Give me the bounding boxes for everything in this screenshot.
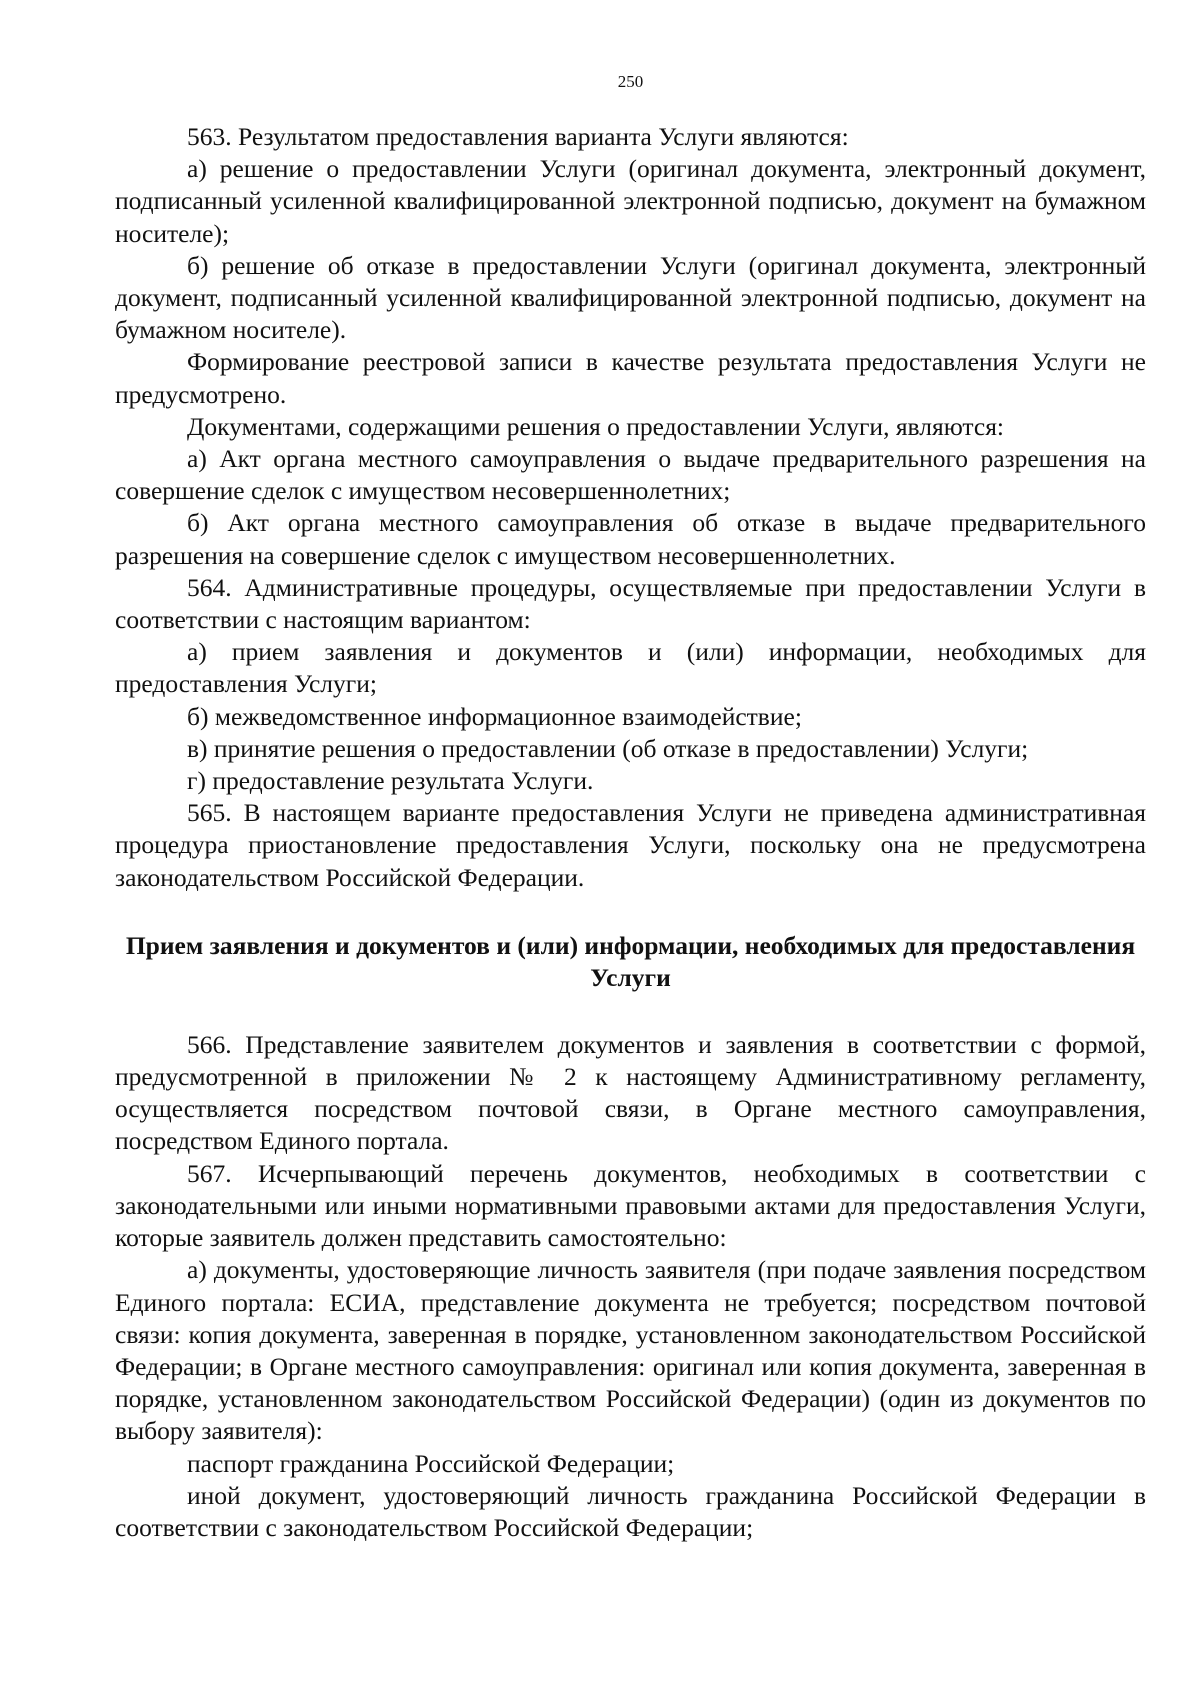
paragraph-registry-record: Формирование реестровой записи в качестве результата предоставления Услуги не предусмотрено. xyxy=(115,347,1146,409)
paragraph-decision-documents: Документами, содержащими решения о предоставлении Услуги, являются: xyxy=(187,411,1005,441)
paragraph-564-b: б) межведомственное информационное взаимодействие; xyxy=(187,701,802,731)
paragraph-563-intro: 563. Результатом предоставления варианта Услуги являются: xyxy=(187,122,849,151)
paragraph-567-a: а) документы, удостоверяющие личность заявителя (при подаче заявления посредством Единого портала: ЕСИА, представление документа не требуется; посредством почтовой связи: копия документа, заверенная в порядке, установленном законодательством Российской Федерации; в Органе местного самоуправления: оригинал или копия документа, заверенная в порядке, установленном законодательством Российской Федерации) (один из документов по выбору заявителя): xyxy=(115,1255,1146,1446)
paragraph-563-b: б) решение об отказе в предоставлении Услуги (оригинал документа, электронный документ, подписанный усиленной квалифицированной электронной подписью, документ на бумажном носителе). xyxy=(115,250,1146,345)
paragraph-decision-a: а) Акт органа местного самоуправления о выдаче предварительного разрешения на совершение сделок с имуществом несовершеннолетних; xyxy=(115,444,1146,506)
paragraph-other-id: иной документ, удостоверяющий личность гражданина Российской Федерации в соответствии с законодательством Российской Федерации; xyxy=(115,1480,1146,1542)
paragraph-565: 565. В настоящем варианте предоставления Услуги не приведена административная процедура приостановление предоставления Услуги, поскольку она не предусмотрена законодательством Российской Федерации. xyxy=(115,798,1146,892)
paragraph-decision-b: б) Акт органа местного самоуправления об отказе в выдаче предварительного разрешения на совершение сделок с имуществом несовершеннолетних. xyxy=(115,508,1146,570)
paragraph-563-a: а) решение о предоставлении Услуги (оригинал документа, электронный документ, подписанный усиленной квалифицированной электронной подписью, документ на бумажном носителе); xyxy=(115,154,1146,248)
paragraph-564-intro: 564. Административные процедуры, осуществляемые при предоставлении Услуги в соответствии с настоящим вариантом: xyxy=(115,572,1146,635)
paragraph-566: 566. Представление заявителем документов и заявления в соответствии с формой, предусмотренной в приложении № 2 к настоящему Административному регламенту, осуществляется посредством почтовой связи, в Органе местного самоуправления, посредством Единого портала. xyxy=(115,1029,1146,1156)
page-number: 250 xyxy=(617,72,644,91)
paragraph-passport: паспорт гражданина Российской Федерации; xyxy=(187,1448,675,1478)
paragraph-564-d: г) предоставление результата Услуги. xyxy=(187,766,594,796)
document-body xyxy=(115,121,1146,1544)
paragraph-564-a: а) прием заявления и документов и (или) информации, необходимых для предоставления Услуги; xyxy=(115,637,1146,699)
paragraph-567-intro: 567. Исчерпывающий перечень документов, необходимых в соответствии с законодательными или иными нормативными правовыми актами для предоставления Услуги, которые заявитель должен представить самостоятельно: xyxy=(115,1158,1146,1253)
paragraph-564-c: в) принятие решения о предоставлении (об отказе в предоставлении) Услуги; xyxy=(187,733,1029,763)
section-heading: Прием заявления и документов и (или) информации, необходимых для предоставления Услуги xyxy=(125,930,1136,992)
